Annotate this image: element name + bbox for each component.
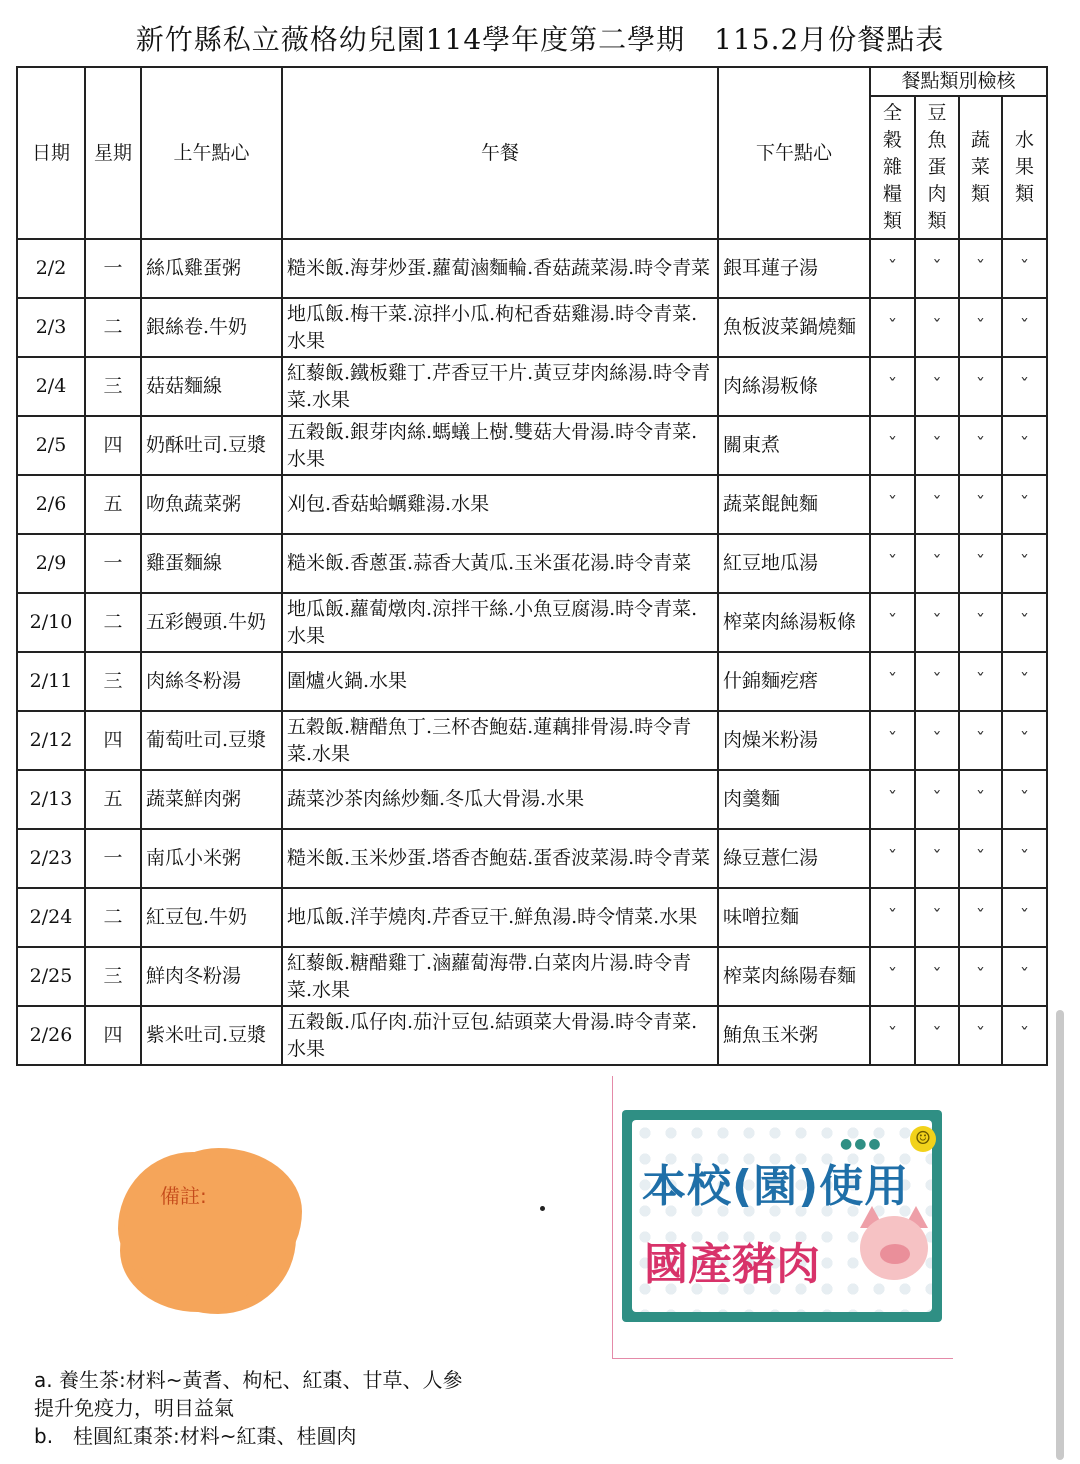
table-row [17,475,1047,534]
cell-date: 2/9 [17,534,85,593]
smiley-icon: ☺ [910,1126,936,1152]
cell-weekday: 二 [85,593,141,652]
cell-weekday: 四 [85,1006,141,1065]
cell-afternoon-snack: 肉燥米粉湯 [718,711,870,770]
check-mark-cell: ˇ [870,888,915,947]
cell-afternoon-snack: 蔬菜餛飩麵 [718,475,870,534]
check-mark-cell: ˇ [959,652,1002,711]
cell-afternoon-snack: 肉羹麵 [718,770,870,829]
check-mark-cell: ˇ [870,239,915,298]
cell-date: 2/5 [17,416,85,475]
check-mark-cell: ˇ [959,298,1002,357]
check-mark-cell: ˇ [1002,652,1047,711]
check-mark-cell: ˇ [870,1006,915,1065]
check-mark-cell: ˇ [915,357,959,416]
check-mark-cell: ˇ [915,534,959,593]
table-row [17,298,1047,357]
cell-morning-snack: 奶酥吐司.豆漿 [141,416,282,475]
cell-morning-snack: 吻魚蔬菜粥 [141,475,282,534]
cell-date: 2/6 [17,475,85,534]
check-mark-cell: ˇ [1002,534,1047,593]
check-mark-cell: ˇ [959,947,1002,1006]
cell-morning-snack: 紫米吐司.豆漿 [141,1006,282,1065]
page-title: 新竹縣私立薇格幼兒園114學年度第二學期 115.2月份餐點表 [135,23,945,56]
check-mark-cell: ˇ [959,357,1002,416]
cell-lunch: 紅藜飯.糖醋雞丁.滷蘿蔔海帶.白菜肉片湯.時令青菜.水果 [282,947,718,1006]
cell-date: 2/23 [17,829,85,888]
check-mark-cell: ˇ [915,711,959,770]
cell-weekday: 四 [85,711,141,770]
header-protein: 豆 魚 蛋 肉 類 [915,96,959,239]
cell-lunch: 圍爐火鍋.水果 [282,652,718,711]
check-mark-cell: ˇ [959,593,1002,652]
cell-weekday: 二 [85,888,141,947]
table-row [17,770,1047,829]
decorative-dots: ●●● [840,1136,883,1152]
cell-lunch: 地瓜飯.梅干菜.涼拌小瓜.枸杞香菇雞湯.時令青菜.水果 [282,298,718,357]
table-row [17,829,1047,888]
cell-weekday: 三 [85,947,141,1006]
cell-weekday: 一 [85,239,141,298]
check-mark-cell: ˇ [915,947,959,1006]
table-row [17,947,1047,1006]
cell-weekday: 五 [85,770,141,829]
check-mark-cell: ˇ [915,416,959,475]
check-mark-cell: ˇ [1002,770,1047,829]
table-row [17,534,1047,593]
check-mark-cell: ˇ [870,593,915,652]
domestic-pork-sign [622,1110,942,1322]
cell-morning-snack: 雞蛋麵線 [141,534,282,593]
cell-weekday: 四 [85,416,141,475]
check-mark-cell: ˇ [870,947,915,1006]
check-mark-cell: ˇ [959,711,1002,770]
cell-date: 2/2 [17,239,85,298]
notes-cloud [124,1154,292,1304]
cell-lunch: 糙米飯.香蔥蛋.蒜香大黃瓜.玉米蛋花湯.時令青菜 [282,534,718,593]
cell-afternoon-snack: 綠豆薏仁湯 [718,829,870,888]
check-mark-cell: ˇ [1002,475,1047,534]
table-row [17,593,1047,652]
header-lunch: 午餐 [282,67,718,239]
header-weekday: 星期 [85,67,141,239]
tea-line-a-benefit: 提升免疫力，明目益氣 [34,1396,234,1420]
cell-lunch: 蔬菜沙茶肉絲炒麵.冬瓜大骨湯.水果 [282,770,718,829]
check-mark-cell: ˇ [870,770,915,829]
check-mark-cell: ˇ [1002,711,1047,770]
cell-morning-snack: 菇菇麵線 [141,357,282,416]
tea-line-a: a. 養生茶:材料~黃耆、枸杞、紅棗、甘草、人參 [34,1368,463,1392]
check-mark-cell: ˇ [870,652,915,711]
header-date: 日期 [17,67,85,239]
cell-afternoon-snack: 鮪魚玉米粥 [718,1006,870,1065]
check-mark-cell: ˇ [959,534,1002,593]
cell-afternoon-snack: 味噌拉麵 [718,888,870,947]
cell-lunch: 刈包.香菇蛤蠣雞湯.水果 [282,475,718,534]
cell-lunch: 糙米飯.玉米炒蛋.塔香杏鮑菇.蛋香波菜湯.時令青菜 [282,829,718,888]
check-mark-cell: ˇ [915,888,959,947]
check-mark-cell: ˇ [915,239,959,298]
stray-dot [540,1206,545,1211]
check-mark-cell: ˇ [959,888,1002,947]
sign-line2: 國產豬肉 [644,1239,820,1290]
cell-morning-snack: 紅豆包.牛奶 [141,888,282,947]
cell-date: 2/24 [17,888,85,947]
table-row [17,888,1047,947]
check-mark-cell: ˇ [959,416,1002,475]
check-mark-cell: ˇ [959,1006,1002,1065]
pig-snout [880,1244,910,1264]
check-mark-cell: ˇ [915,593,959,652]
cell-morning-snack: 葡萄吐司.豆漿 [141,711,282,770]
cell-afternoon-snack: 榨菜肉絲湯粄條 [718,593,870,652]
check-mark-cell: ˇ [870,416,915,475]
header-fruit: 水 果 類 [1002,96,1047,239]
header-morning-snack: 上午點心 [141,67,282,239]
table-row [17,652,1047,711]
check-mark-cell: ˇ [915,1006,959,1065]
cell-weekday: 三 [85,652,141,711]
cell-weekday: 二 [85,298,141,357]
cell-date: 2/26 [17,1006,85,1065]
cell-date: 2/13 [17,770,85,829]
check-mark-cell: ˇ [1002,1006,1047,1065]
check-mark-cell: ˇ [915,770,959,829]
check-mark-cell: ˇ [1002,829,1047,888]
check-mark-cell: ˇ [915,652,959,711]
check-mark-cell: ˇ [870,357,915,416]
cell-weekday: 一 [85,829,141,888]
table-row [17,239,1047,298]
check-mark-cell: ˇ [1002,357,1047,416]
cell-date: 2/11 [17,652,85,711]
check-mark-cell: ˇ [1002,593,1047,652]
cell-lunch: 五穀飯.瓜仔肉.茄汁豆包.結頭菜大骨湯.時令青菜.水果 [282,1006,718,1065]
cell-morning-snack: 蔬菜鮮肉粥 [141,770,282,829]
header-afternoon-snack: 下午點心 [718,67,870,239]
notes-label: 備註: [160,1184,207,1208]
cell-lunch: 地瓜飯.洋芋燒肉.芹香豆干.鮮魚湯.時令情菜.水果 [282,888,718,947]
cell-morning-snack: 五彩饅頭.牛奶 [141,593,282,652]
tea-line-b: b. 桂圓紅棗茶:材料~紅棗、桂圓肉 [34,1424,357,1448]
cell-date: 2/25 [17,947,85,1006]
check-mark-cell: ˇ [915,475,959,534]
cell-lunch: 五穀飯.銀芽肉絲.螞蟻上樹.雙菇大骨湯.時令青菜.水果 [282,416,718,475]
cell-afternoon-snack: 什錦麵疙瘩 [718,652,870,711]
table-row [17,416,1047,475]
cell-date: 2/3 [17,298,85,357]
cell-morning-snack: 鮮肉冬粉湯 [141,947,282,1006]
check-mark-cell: ˇ [870,298,915,357]
check-mark-cell: ˇ [959,239,1002,298]
cell-weekday: 三 [85,357,141,416]
table-row [17,1006,1047,1065]
cell-morning-snack: 絲瓜雞蛋粥 [141,239,282,298]
cell-lunch: 地瓜飯.蘿蔔燉肉.涼拌干絲.小魚豆腐湯.時令青菜.水果 [282,593,718,652]
header-grains: 全 穀 雜 糧 類 [870,96,915,239]
cell-afternoon-snack: 紅豆地瓜湯 [718,534,870,593]
table-row [17,357,1047,416]
cell-afternoon-snack: 銀耳蓮子湯 [718,239,870,298]
check-mark-cell: ˇ [1002,416,1047,475]
cell-afternoon-snack: 榨菜肉絲陽春麵 [718,947,870,1006]
cell-lunch: 紅藜飯.鐵板雞丁.芹香豆干片.黃豆芽肉絲湯.時令青菜.水果 [282,357,718,416]
check-mark-cell: ˇ [959,770,1002,829]
check-mark-cell: ˇ [959,829,1002,888]
cell-weekday: 五 [85,475,141,534]
header-vegetables: 蔬 菜 類 [959,96,1002,239]
table-row [17,711,1047,770]
check-mark-cell: ˇ [870,829,915,888]
meal-table [16,66,1048,1066]
cell-afternoon-snack: 肉絲湯粄條 [718,357,870,416]
cell-afternoon-snack: 魚板波菜鍋燒麵 [718,298,870,357]
cell-date: 2/10 [17,593,85,652]
check-mark-cell: ˇ [915,829,959,888]
check-mark-cell: ˇ [870,534,915,593]
check-mark-cell: ˇ [1002,888,1047,947]
sign-line1: 本校(園)使用 [642,1161,910,1212]
check-mark-cell: ˇ [959,475,1002,534]
cell-date: 2/4 [17,357,85,416]
header-category-check: 餐點類別檢核 [870,67,1047,96]
check-mark-cell: ˇ [870,475,915,534]
check-mark-cell: ˇ [1002,239,1047,298]
cell-lunch: 五穀飯.糖醋魚丁.三杯杏鮑菇.蓮藕排骨湯.時令青菜.水果 [282,711,718,770]
check-mark-cell: ˇ [1002,947,1047,1006]
cell-lunch: 糙米飯.海芽炒蛋.蘿蔔滷麵輪.香菇蔬菜湯.時令青菜 [282,239,718,298]
check-mark-cell: ˇ [915,298,959,357]
cell-date: 2/12 [17,711,85,770]
sign-panel [632,1120,932,1312]
scrollbar[interactable] [1056,1010,1064,1460]
cell-morning-snack: 南瓜小米粥 [141,829,282,888]
check-mark-cell: ˇ [1002,298,1047,357]
cell-morning-snack: 銀絲卷.牛奶 [141,298,282,357]
cell-afternoon-snack: 關東煮 [718,416,870,475]
cell-weekday: 一 [85,534,141,593]
check-mark-cell: ˇ [870,711,915,770]
cell-morning-snack: 肉絲冬粉湯 [141,652,282,711]
